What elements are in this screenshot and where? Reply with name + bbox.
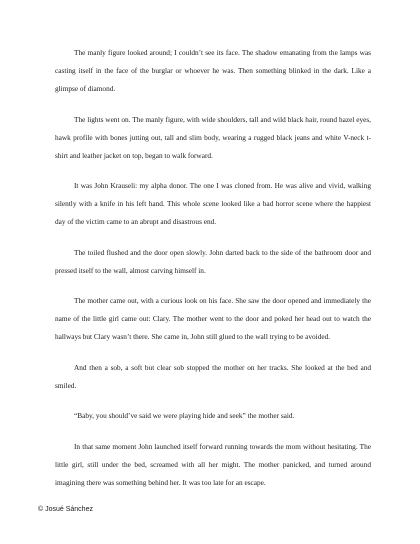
paragraph-6: And then a sob, a soft but clear sob stopped the mother on her tracks. She looked at the bed and smiled. <box>55 362 371 390</box>
copyright-footer: © Josué Sánchez <box>38 506 93 513</box>
paragraph-1: The manly figure looked around; I couldn’t see its face. The shadow emanating from the lamps was casting itself in the face of the burglar or whoever he was. Then something blinked in the dark. Like a glimpse of diamond. <box>55 48 371 93</box>
story-text <box>55 44 371 504</box>
paragraph-5: The mother came out, with a curious look on his face. She saw the door opened and immediately the name of the little girl came out: Clary. The mother went to the door and poked her head out to watch the hallways but Clary wasn’t there. She came in, John still glued to the wall trying to be avoided. <box>55 296 371 341</box>
paragraph-3: It was John Krauseli: my alpha donor. The one I was cloned from. He was alive and vivid, walking silently with a knife in his left hand. This whole scene looked like a bad horror scene where the happiest day of the victim came to an abrupt and disastrous end. <box>55 181 371 226</box>
paragraph-2: The lights went on. The manly figure, with wide shoulders, tall and wild black hair, round hazel eyes, hawk profile with bones jutting out, tall and slim body, wearing a rugged black jeans and white V-neck t-shirt and leather jacket on top, began to walk forward. <box>55 114 371 160</box>
paragraph-4: The toiled flushed and the door open slowly. John darted back to the side of the bathroom door and pressed itself to the wall, almost carving himself in. <box>55 247 371 275</box>
paragraph-8: In that same moment John launched itself forward running towards the mom without hesitating. The little girl, still under the bed, screamed with all her might. The mother panicked, and turned around imagining there was something behind her. It was too late for an escape. <box>55 441 371 487</box>
paragraph-7: “Baby, you should’ve said we were playing hide and seek” the mother said. <box>74 411 295 420</box>
